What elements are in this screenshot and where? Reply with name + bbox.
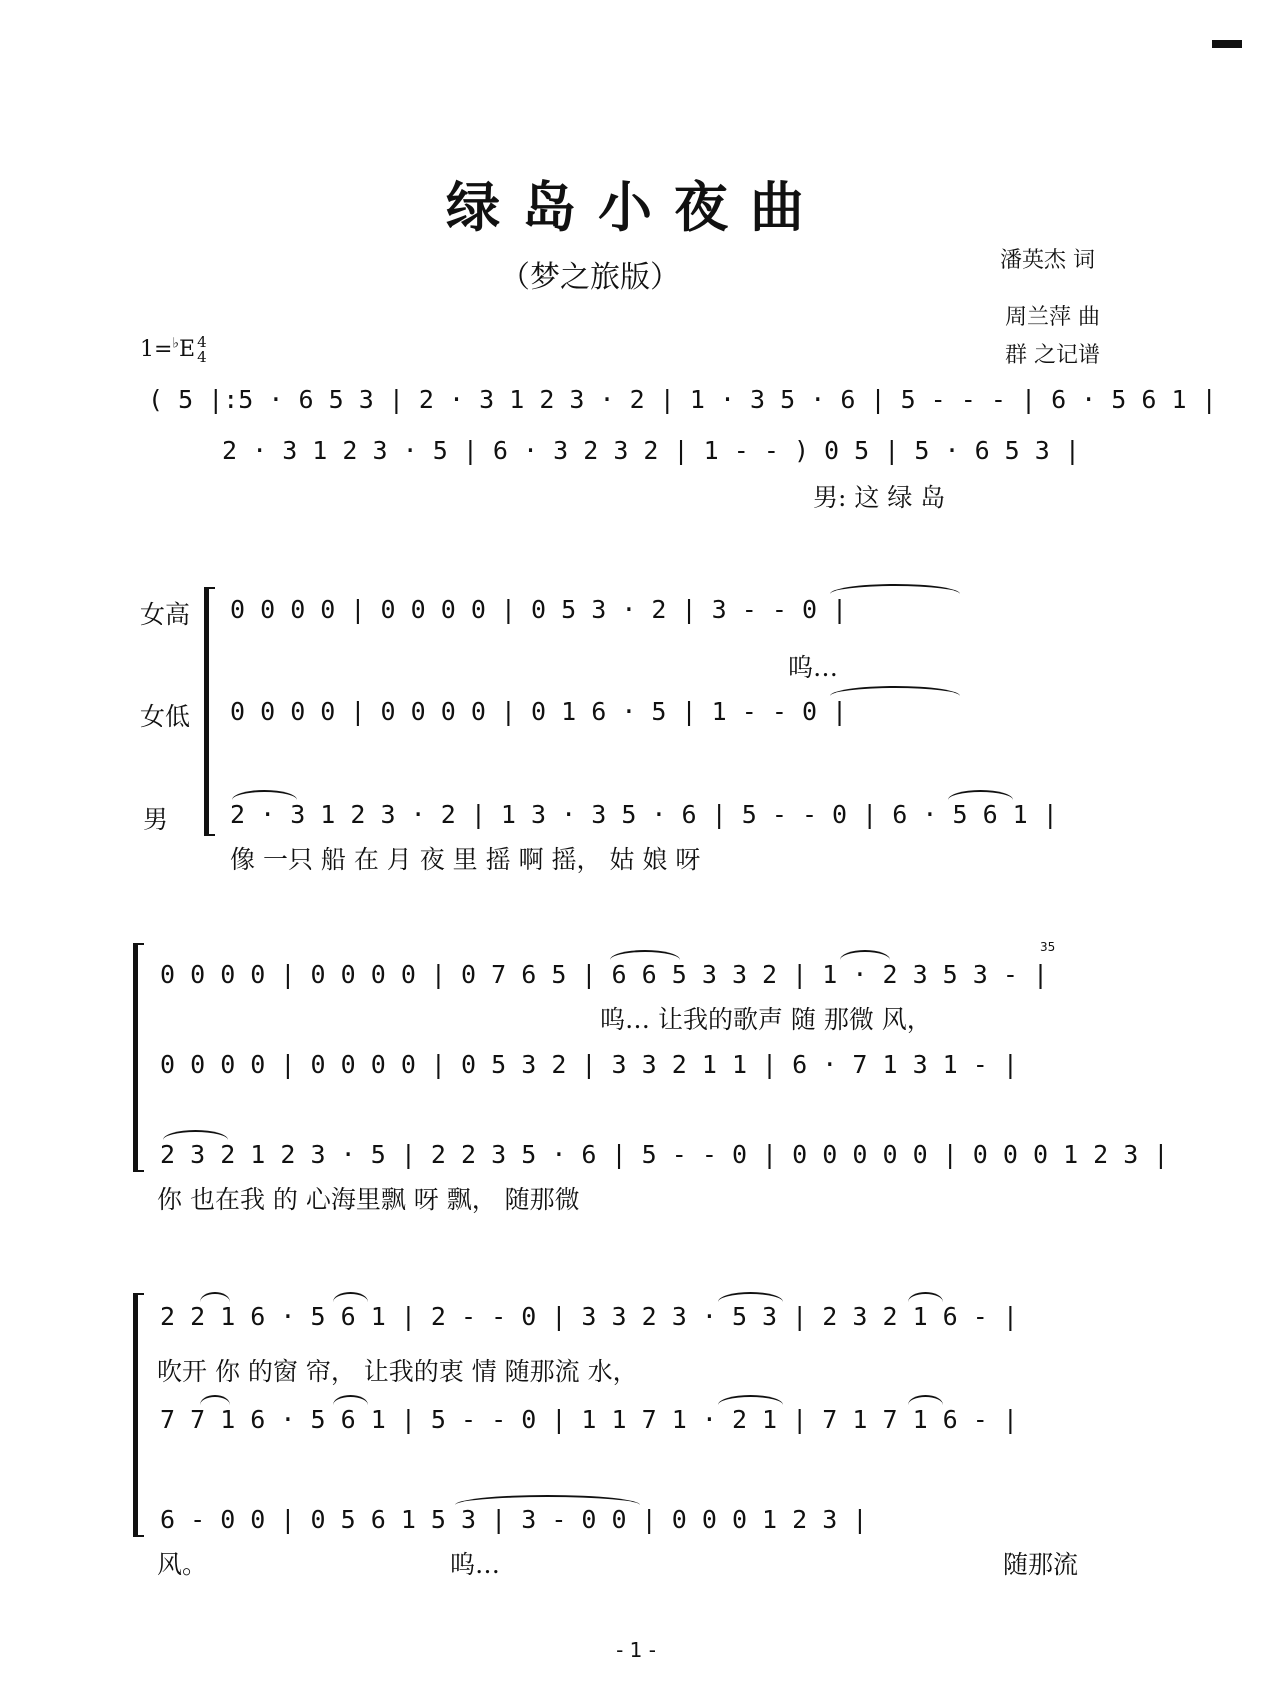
time-top: 4 [197,333,207,351]
slur [333,1292,368,1302]
key-label: 1= [140,337,173,362]
system-1-soprano-lyric: 呜… [788,653,839,682]
corner-mark [1212,40,1242,48]
system-2-male: 2 3 2 1 2 3 · 5 | 2 2 3 5 · 6 | 5 - - 0 | 0 0 0 0 0 | 0 0 0 1 2 3 | [160,1140,1169,1169]
slur [948,790,1013,800]
page-title: 绿岛小夜曲 [446,175,826,239]
system-1-male: 2 · 3 1 2 3 · 2 | 1 3 · 3 5 · 6 | 5 - - 0 | 6 · 5 6 1 | [230,800,1058,829]
voice-label-male: 男 [143,805,169,834]
subtitle: （梦之旅版） [500,260,680,295]
system-2-soprano-lyric: 呜… 让我的歌声 随 那微 风， [600,1005,932,1034]
slur [200,1395,230,1405]
slur [610,950,680,960]
intro-lyric: 男: 这 绿 岛 [813,483,946,512]
slur [232,790,297,800]
system-1-brace [204,587,215,836]
slur [200,1292,230,1302]
intro-line-1: ( 5 |:5 · 6 5 3 | 2 · 3 1 2 3 · 2 | 1 · 3 5 · 6 | 5 - - - | 6 · 5 6 1 | [148,385,1217,414]
slur [840,950,890,960]
system-2-brace [133,943,144,1172]
slur [718,1292,783,1302]
time-bottom: 4 [197,348,207,366]
system-3-male-lyric-a: 风。 [157,1550,208,1579]
system-2-male-lyric: 你 也在我 的 心海里飘 呀 飘， 随那微 [157,1185,580,1214]
slur [163,1130,228,1140]
grace-note: 35 [1040,940,1056,954]
key-note: E [179,337,196,362]
system-3-alto: 7 7 1 6 · 5 6 1 | 5 - - 0 | 1 1 7 1 · 2 1 | 7 1 7 1 6 - | [160,1405,1018,1434]
key-signature [140,335,207,365]
system-3-soprano-lyric: 吹开 你 的窗 帘， 让我的衷 情 随那流 水， [157,1357,638,1386]
system-3-soprano: 2 2 1 6 · 5 6 1 | 2 - - 0 | 3 3 2 3 · 5 3 | 2 3 2 1 6 - | [160,1302,1018,1331]
slur [908,1395,943,1405]
system-3-male-lyric-b: 呜… [450,1550,501,1579]
slur [908,1292,943,1302]
slur [718,1395,783,1405]
system-1-male-lyric: 像 一只 船 在 月 夜 里 摇 啊 摇， 姑 娘 呀 [230,845,701,874]
flat-sign: ♭ [172,335,180,352]
system-2-alto: 0 0 0 0 | 0 0 0 0 | 0 5 3 2 | 3 3 2 1 1 | 6 · 7 1 3 1 - | [160,1050,1018,1079]
slur [830,584,960,594]
system-3-male-lyric-c: 随那流 [1003,1550,1079,1579]
slur [830,686,960,696]
voice-label-soprano: 女高 [140,600,191,629]
system-1-alto: 0 0 0 0 | 0 0 0 0 | 0 1 6 · 5 | 1 - - 0 | [230,697,848,726]
system-1-soprano: 0 0 0 0 | 0 0 0 0 | 0 5 3 · 2 | 3 - - 0 | [230,595,848,624]
system-2-soprano: 0 0 0 0 | 0 0 0 0 | 0 7 6 5 | 6 6 5 3 3 2 | 1 · 2 3 5 3 - | [160,960,1049,989]
intro-line-2: 2 · 3 1 2 3 · 5 | 6 · 3 2 3 2 | 1 - - ) 0 5 | 5 · 6 5 3 | [222,436,1080,465]
system-3-brace [133,1293,144,1537]
page-number: - 1 - [616,1638,656,1662]
slur [333,1395,368,1405]
lyricist-credit: 潘英杰 词 [1000,248,1095,273]
slur [455,1495,640,1505]
transcriber-credit: 群 之记谱 [1005,343,1100,368]
time-signature [197,335,207,365]
voice-label-alto: 女低 [140,702,191,731]
composer-credit: 周兰萍 曲 [1005,305,1100,330]
system-3-male: 6 - 0 0 | 0 5 6 1 5 3 | 3 - 0 0 | 0 0 0 1 2 3 | [160,1505,868,1534]
